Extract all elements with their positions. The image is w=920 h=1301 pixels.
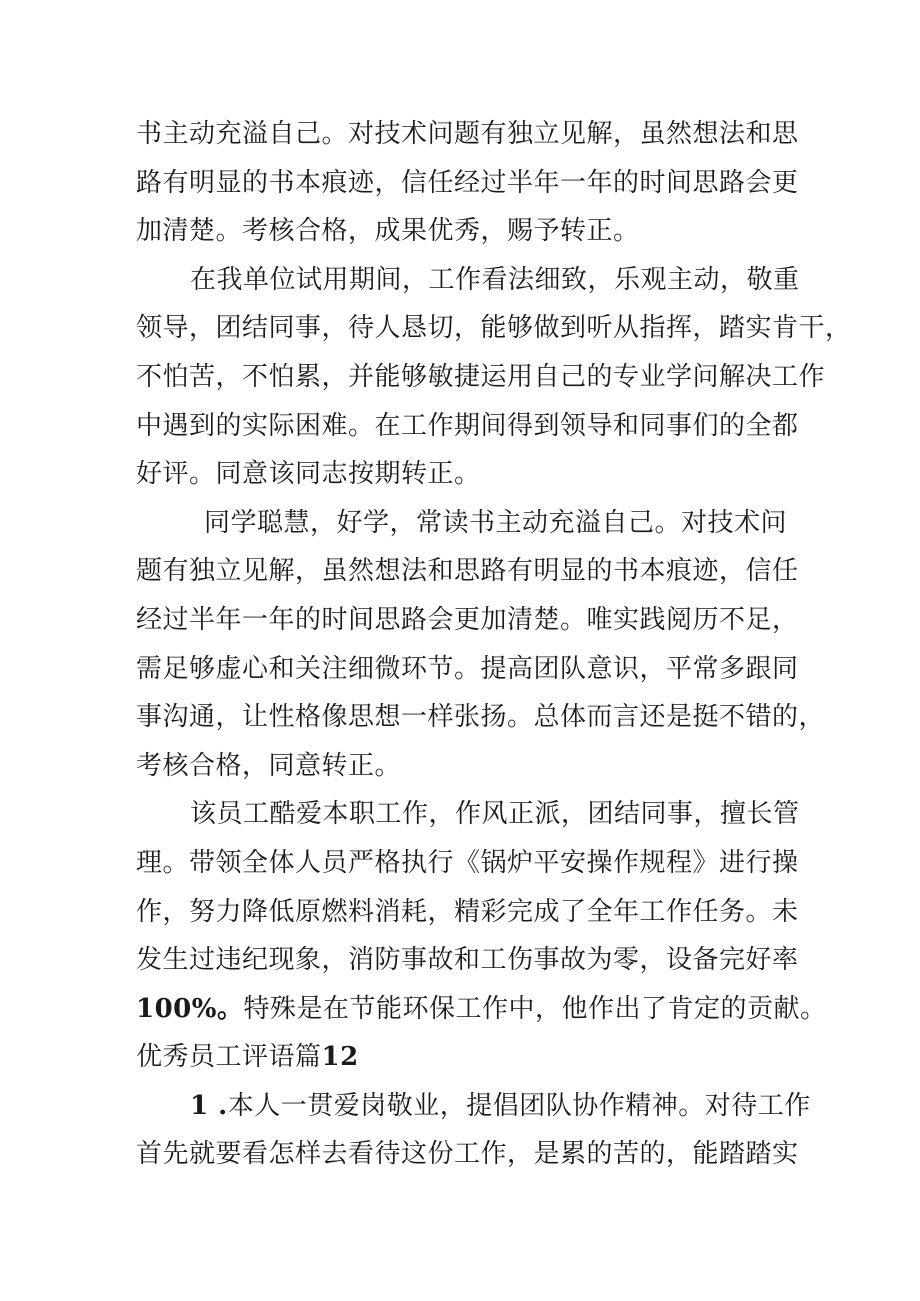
text-line: 考核合格，同意转正。 (136, 750, 402, 781)
section-heading-text: 优秀员工评语篇 (136, 1042, 322, 1073)
section-heading (136, 1033, 798, 1082)
document-body (136, 110, 852, 1179)
section-number: 12 (321, 1042, 359, 1073)
text-line: 理。带领全体人员严格执行《锅炉平安操作规程》进行操 (136, 847, 799, 878)
text-line-rest: 特殊是在节能环保工作中，他作出了肯定的贡献。 (243, 993, 827, 1024)
list-number: 1 . (190, 1090, 228, 1121)
text-line: 加清楚。考核合格，成果优秀，赐予转正。 (136, 216, 640, 247)
list-item-line (136, 1082, 811, 1131)
text-line: 发生过违纪现象，消防事故和工伤事故为零，设备完好率 (136, 945, 799, 976)
text-line: 领导，团结同事，待人恳切，能够做到听从指挥，踏实肯干， (136, 313, 852, 344)
text-line: 首先就要看怎样去看待这份工作，是累的苦的，能踏踏实 (136, 1139, 799, 1170)
text-line: 题有独立见解，虽然想法和思路有明显的书本痕迹，信任 (136, 556, 799, 587)
text-line: 事沟通，让性格像思想一样张扬。总体而言还是挺不错的， (136, 702, 826, 733)
text-line (136, 985, 827, 1034)
text-line: 经过半年一年的时间思路会更加清楚。唯实践阅历不足， (136, 604, 799, 635)
text-line: 需足够虚心和关注细微环节。提高团队意识，平常多跟同 (136, 653, 799, 684)
text-line: 作，努力降低原燃料消耗，精彩完成了全年工作任务。未 (136, 896, 799, 927)
rate-value: 100%。 (136, 993, 244, 1024)
text-line: 好评。同意该同志按期转正。 (136, 459, 481, 490)
paragraph-start-line: 同学聪慧，好学，常读书主动充溢自己。对技术问 (204, 507, 788, 538)
paragraph-start-line: 在我单位试用期间，工作看法细致，乐观主动，敬重 (190, 264, 800, 295)
text-line: 中遇到的实际困难。在工作期间得到领导和同事们的全都 (136, 410, 799, 441)
text-line: 不怕苦，不怕累，并能够敏捷运用自己的专业学问解决工作 (136, 361, 826, 392)
text-line: 书主动充溢自己。对技术问题有独立见解，虽然想法和思 (136, 119, 799, 149)
paragraph-start-line: 该员工酷爱本职工作，作风正派，团结同事，擅长管 (190, 799, 800, 830)
list-item-text: 本人一贯爱岗敬业，提倡团队协作精神。对待工作 (227, 1090, 811, 1121)
text-line: 路有明显的书本痕迹，信任经过半年一年的时间思路会更 (136, 167, 799, 198)
